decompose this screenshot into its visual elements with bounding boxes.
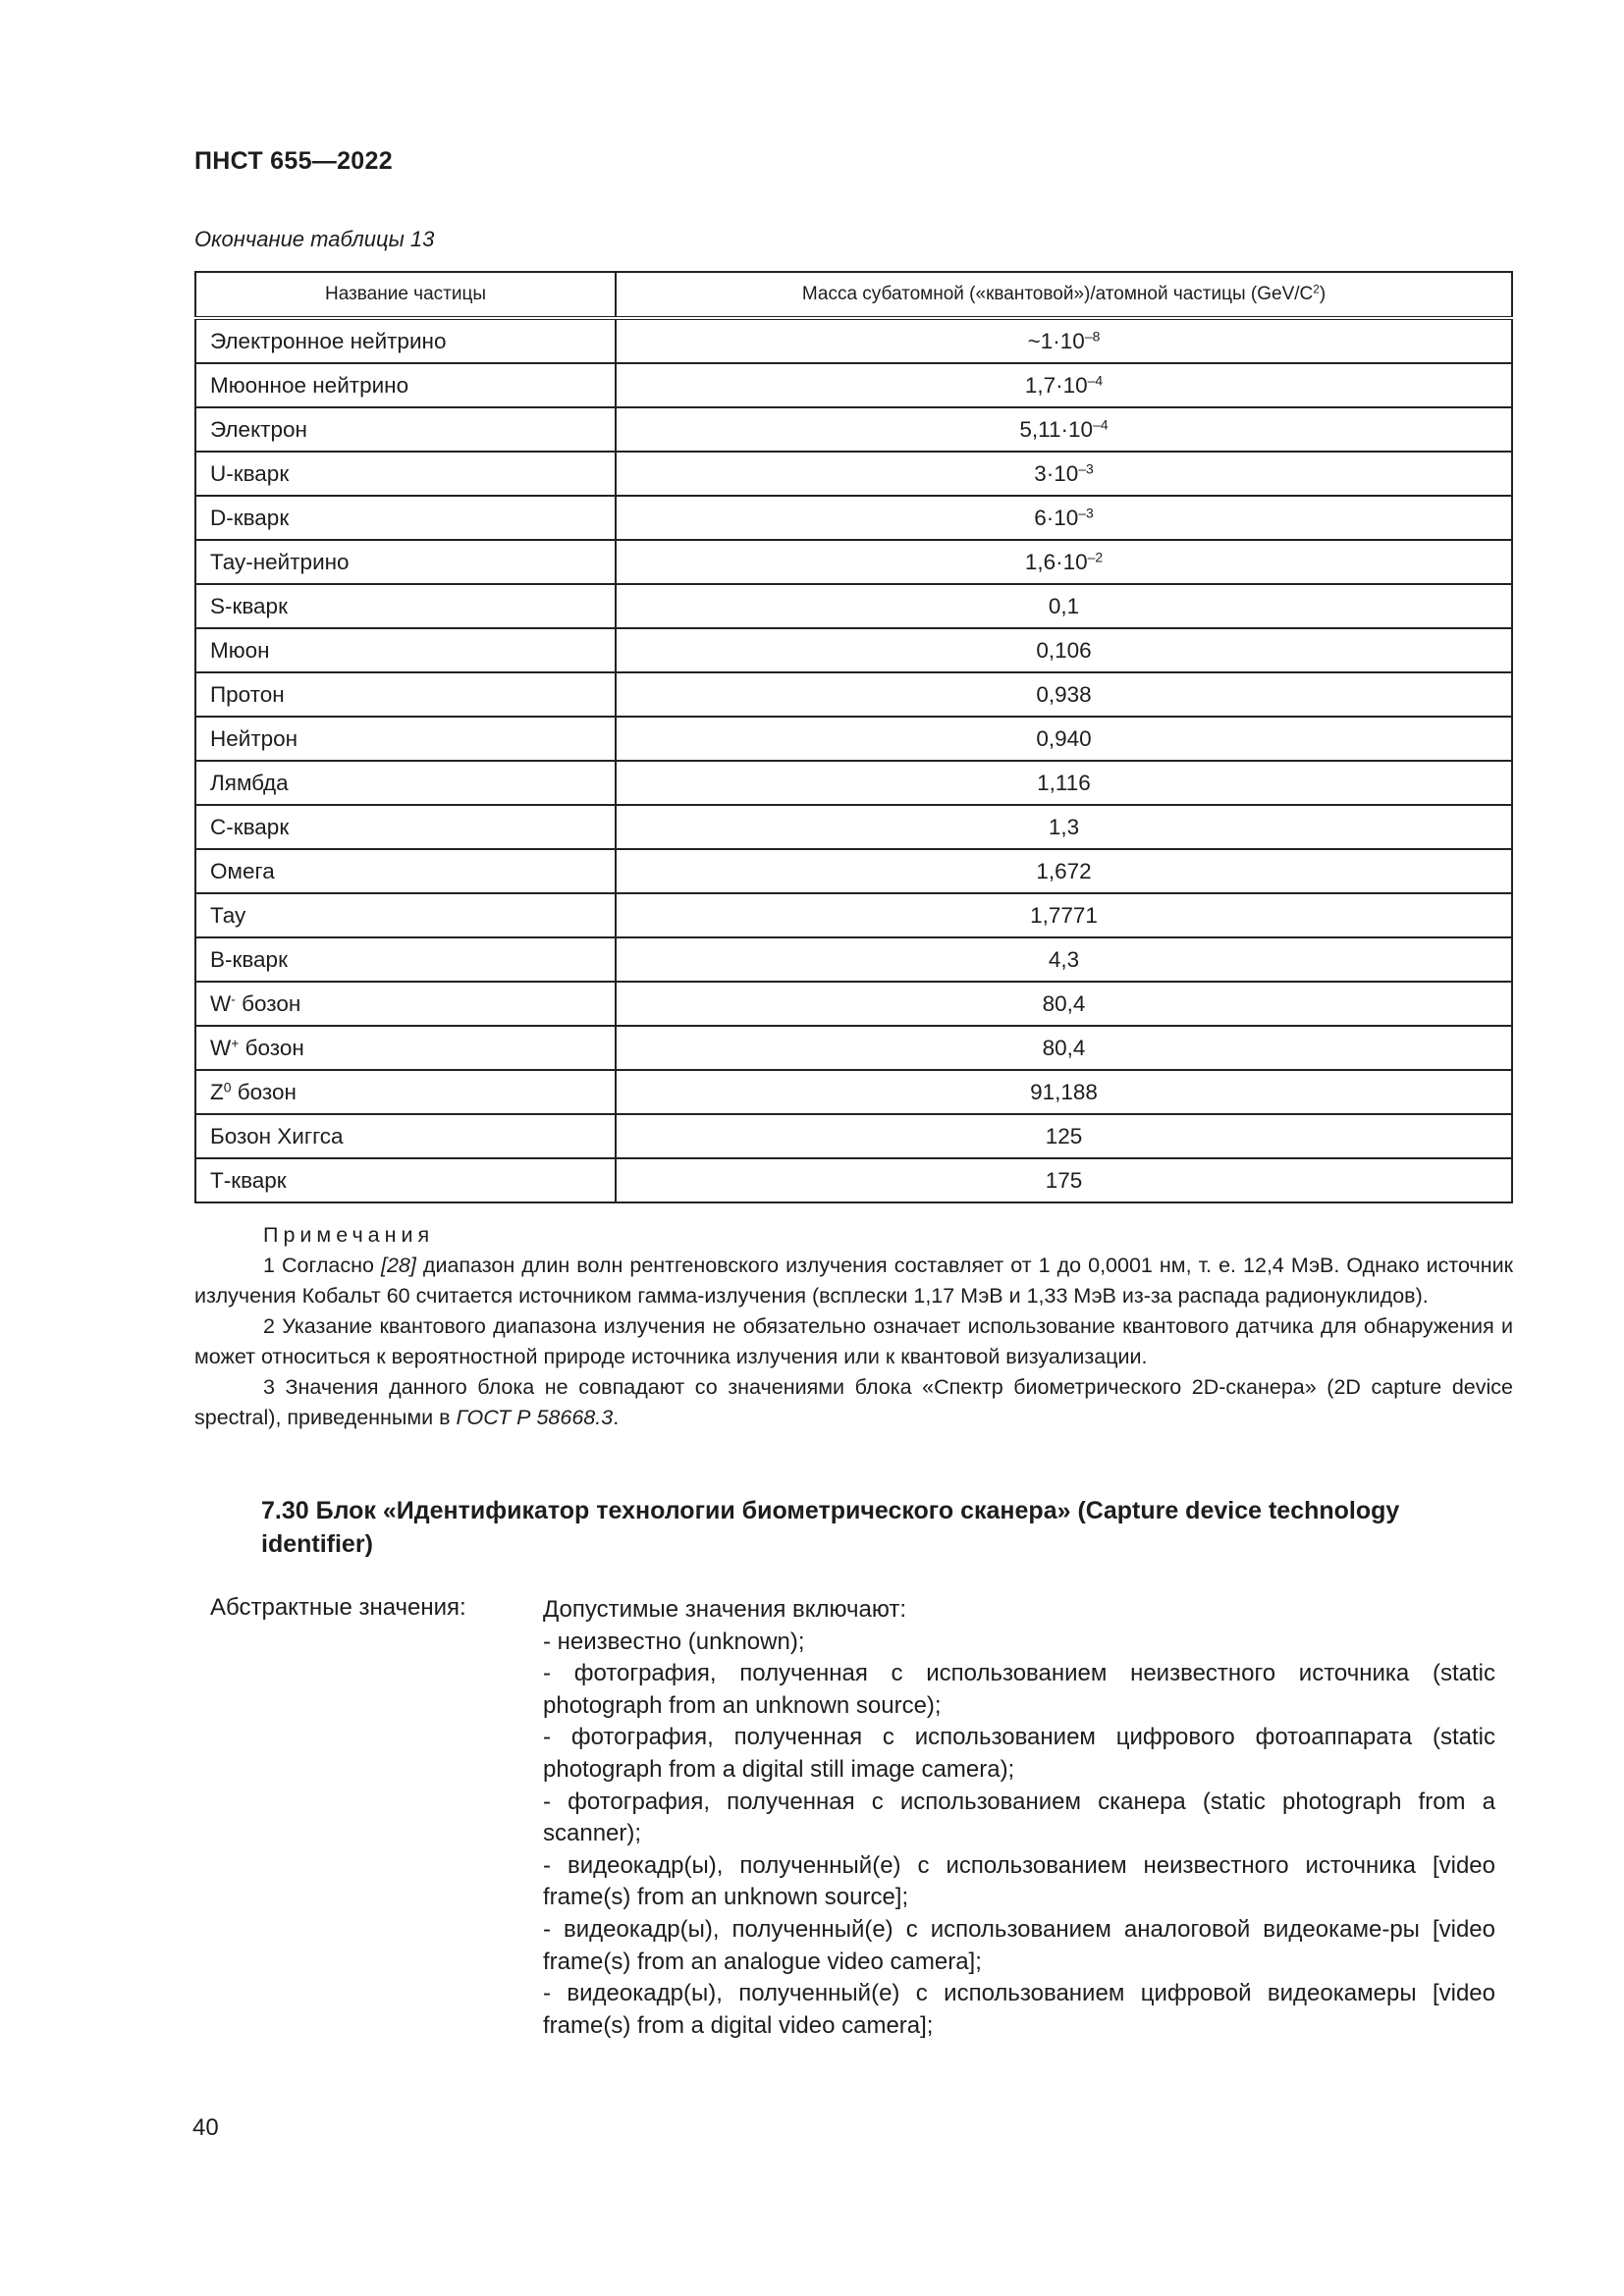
particle-mass-cell: [616, 761, 1512, 805]
particle-mass: 4,3: [1048, 946, 1080, 972]
particle-name: Z: [210, 1079, 224, 1104]
particle-name-tail: бозон: [239, 1035, 304, 1060]
particle-name: Мюон: [210, 637, 270, 663]
particle-mass-cell: [616, 584, 1512, 628]
particle-name: С-кварк: [210, 814, 290, 839]
column-header-mass-text: Масса субатомной («квантовой»)/атомной частицы (GeV/C: [801, 284, 1314, 304]
particle-mass-cell: [616, 805, 1512, 849]
particle-mass: 0,106: [1036, 637, 1092, 663]
note-2: 2 Указание квантового диапазона излучения не обязательно означает использование квантового датчика для обнаружения и может относиться к вероятностной природе источника излучения или к квантовой визуализации.: [194, 1314, 1513, 1368]
particle-mass-cell: [616, 672, 1512, 717]
particle-mass-cell: [616, 363, 1512, 407]
particle-mass-exponent: –4: [1093, 415, 1109, 432]
table-row: [195, 1114, 1512, 1158]
particle-mass-cell: [616, 1026, 1512, 1070]
particle-mass: 0,938: [1036, 681, 1092, 707]
table-header-row: [195, 272, 1512, 318]
particle-mass-cell: [616, 628, 1512, 672]
table-row: [195, 452, 1512, 496]
list-item: - видеокадр(ы), полученный(е) с использованием неизвестного источника [video frame(s) from an unknown source];: [543, 1851, 1495, 1911]
particle-mass-cell: [616, 1114, 1512, 1158]
particle-mass: 91,188: [1030, 1079, 1098, 1104]
particle-name: Т-кварк: [210, 1167, 287, 1193]
table-row: [195, 363, 1512, 407]
particle-name-cell: [195, 1070, 616, 1114]
particle-name: U-кварк: [210, 460, 290, 486]
particle-name-cell: [195, 318, 616, 363]
particle-mass: 0,940: [1036, 725, 1092, 751]
particle-name-cell: [195, 937, 616, 982]
particle-mass: 6·10: [1034, 505, 1079, 530]
table-row: [195, 540, 1512, 584]
particle-name: Электронное нейтрино: [210, 328, 447, 353]
table-row: [195, 761, 1512, 805]
particle-name-cell: [195, 584, 616, 628]
table-row: [195, 496, 1512, 540]
particle-name: Омега: [210, 858, 275, 883]
particle-name-cell: [195, 1114, 616, 1158]
particle-name-superscript: 0: [223, 1078, 232, 1095]
list-item: - неизвестно (unknown);: [543, 1628, 805, 1655]
particle-name-cell: [195, 805, 616, 849]
particle-name-tail: бозон: [235, 990, 301, 1016]
table-row: [195, 717, 1512, 761]
particle-name: Тау: [210, 902, 246, 928]
note-3-text-b: .: [613, 1406, 620, 1429]
particle-mass-exponent: –4: [1087, 371, 1104, 388]
abstract-values-label: Абстрактные значения:: [210, 1594, 466, 1621]
note-1: [194, 1251, 1513, 1311]
particle-name-cell: [195, 496, 616, 540]
particle-mass-cell: [616, 849, 1512, 893]
list-item: - видеокадр(ы), полученный(е) с использованием цифровой видеокамеры [video frame(s) from a digital video camera];: [543, 1980, 1495, 2039]
particle-name: Лямбда: [210, 770, 289, 795]
particle-mass: 5,11·10: [1019, 416, 1094, 442]
abstract-values-intro: Допустимые значения включают:: [543, 1596, 906, 1623]
table-row: [195, 628, 1512, 672]
particle-mass-cell: [616, 1158, 1512, 1202]
list-item: - фотография, полученная с использованием сканера (static photograph from a scanner);: [543, 1788, 1495, 1847]
particle-name: W: [210, 990, 232, 1016]
note-3-reference: ГОСТ Р 58668.3: [456, 1406, 614, 1429]
list-item: - видеокадр(ы), полученный(е) с использованием аналоговой видеокаме-ры [video frame(s) from an analogue video camera];: [543, 1915, 1495, 1975]
particle-name-cell: [195, 452, 616, 496]
particle-name-cell: [195, 1158, 616, 1202]
particle-name-cell: [195, 761, 616, 805]
table-row: [195, 584, 1512, 628]
particle-mass-cell: [616, 496, 1512, 540]
page-number: 40: [192, 2114, 219, 2141]
column-header-name: Название частицы: [195, 272, 616, 318]
particle-name: Электрон: [210, 416, 307, 442]
document-code: ПНСТ 655—2022: [194, 147, 393, 175]
note-1-reference: [28]: [380, 1254, 416, 1277]
table-row: [195, 1026, 1512, 1070]
particle-name-cell: [195, 672, 616, 717]
particle-name-cell: [195, 1026, 616, 1070]
particle-name-cell: [195, 540, 616, 584]
particle-name-cell: [195, 407, 616, 452]
notes-title: Примечания: [263, 1223, 435, 1247]
particle-mass-exponent: –8: [1084, 327, 1101, 344]
table-caption: Окончание таблицы 13: [194, 227, 435, 251]
particle-name-cell: [195, 849, 616, 893]
list-item: - фотография, полученная с использованием цифрового фотоаппарата (static photograph from a digital still image camera);: [543, 1724, 1495, 1783]
table-row: [195, 1070, 1512, 1114]
particle-name: Тау-нейтрино: [210, 549, 350, 574]
table-row: [195, 805, 1512, 849]
particle-mass-cell: [616, 452, 1512, 496]
particle-mass: 1,3: [1048, 814, 1080, 839]
particle-mass: 0,1: [1048, 593, 1080, 618]
particle-mass-cell: [616, 540, 1512, 584]
particle-mass-cell: [616, 717, 1512, 761]
table-row: [195, 937, 1512, 982]
list-item: - фотография, полученная с использованием неизвестного источника (static photograph from an unknown source);: [543, 1660, 1495, 1719]
particle-name: Бозон Хиггса: [210, 1123, 344, 1148]
particle-mass: 1,6·10: [1024, 549, 1088, 574]
particle-mass-cell: [616, 318, 1512, 363]
table-row: [195, 1158, 1512, 1202]
table-row: [195, 318, 1512, 363]
particle-name: Нейтрон: [210, 725, 298, 751]
particle-mass-cell: [616, 1070, 1512, 1114]
particle-mass: 1,116: [1037, 770, 1091, 795]
notes-block: [194, 1220, 1513, 1433]
particle-name: D-кварк: [210, 505, 290, 530]
particle-name: В-кварк: [210, 946, 288, 972]
particle-mass-exponent: –2: [1087, 548, 1104, 564]
particle-name-cell: [195, 717, 616, 761]
particle-mass: 125: [1045, 1123, 1083, 1148]
particle-mass: ~1·10: [1027, 328, 1085, 353]
particle-name: Мюонное нейтрино: [210, 372, 409, 398]
particle-mass: 1,7·10: [1024, 372, 1088, 398]
note-1-text-a: 1 Согласно: [263, 1254, 381, 1277]
particle-mass: 80,4: [1042, 1035, 1086, 1060]
table-row: [195, 407, 1512, 452]
table-row: [195, 893, 1512, 937]
particle-name: Протон: [210, 681, 285, 707]
particle-name-tail: бозон: [231, 1079, 297, 1104]
abstract-values-list: [543, 1594, 1495, 2042]
particle-name-cell: [195, 363, 616, 407]
column-header-mass-sup: 2: [1313, 283, 1320, 296]
particle-name-cell: [195, 982, 616, 1026]
note-3: [194, 1372, 1513, 1433]
particle-mass-table: [194, 271, 1513, 1203]
particle-mass-exponent: –3: [1078, 504, 1094, 520]
particle-mass: 80,4: [1042, 990, 1086, 1016]
section-heading: 7.30 Блок «Идентификатор технологии биометрического сканера» (Capture device technology identifier): [261, 1497, 1400, 1558]
table-row: [195, 982, 1512, 1026]
note-1-text-b: диапазон длин волн рентгеновского излучения составляет от 1 до 0,0001 нм, т. е. 12,4 МэВ. Однако источник излучения Кобальт 60 считается источником гамма-излучения (всплески 1,17 МэВ и 1,33 МэВ из-за распада радионуклидов).: [194, 1254, 1514, 1308]
table-row: [195, 672, 1512, 717]
particle-mass-exponent: –3: [1078, 459, 1094, 476]
particle-name: S-кварк: [210, 593, 288, 618]
particle-mass-cell: [616, 893, 1512, 937]
particle-mass: 1,672: [1036, 858, 1092, 883]
particle-name: W: [210, 1035, 232, 1060]
particle-name-superscript: -: [231, 989, 236, 1006]
particle-mass-cell: [616, 407, 1512, 452]
column-header-mass: [616, 272, 1512, 318]
particle-name-superscript: +: [231, 1034, 240, 1050]
table-body: [195, 318, 1512, 1202]
particle-name-cell: [195, 628, 616, 672]
column-header-mass-end: ): [1319, 284, 1326, 304]
particle-mass: 3·10: [1034, 460, 1079, 486]
note-3-text-a: 3 Значения данного блока не совпадают со значениями блока «Спектр биометрического 2D-сканера» (2D capture device spectral), приведенными в: [194, 1375, 1513, 1429]
particle-mass-cell: [616, 982, 1512, 1026]
particle-mass: 175: [1045, 1167, 1083, 1193]
particle-mass: 1,7771: [1030, 902, 1098, 928]
particle-name-cell: [195, 893, 616, 937]
particle-mass-cell: [616, 937, 1512, 982]
table-row: [195, 849, 1512, 893]
